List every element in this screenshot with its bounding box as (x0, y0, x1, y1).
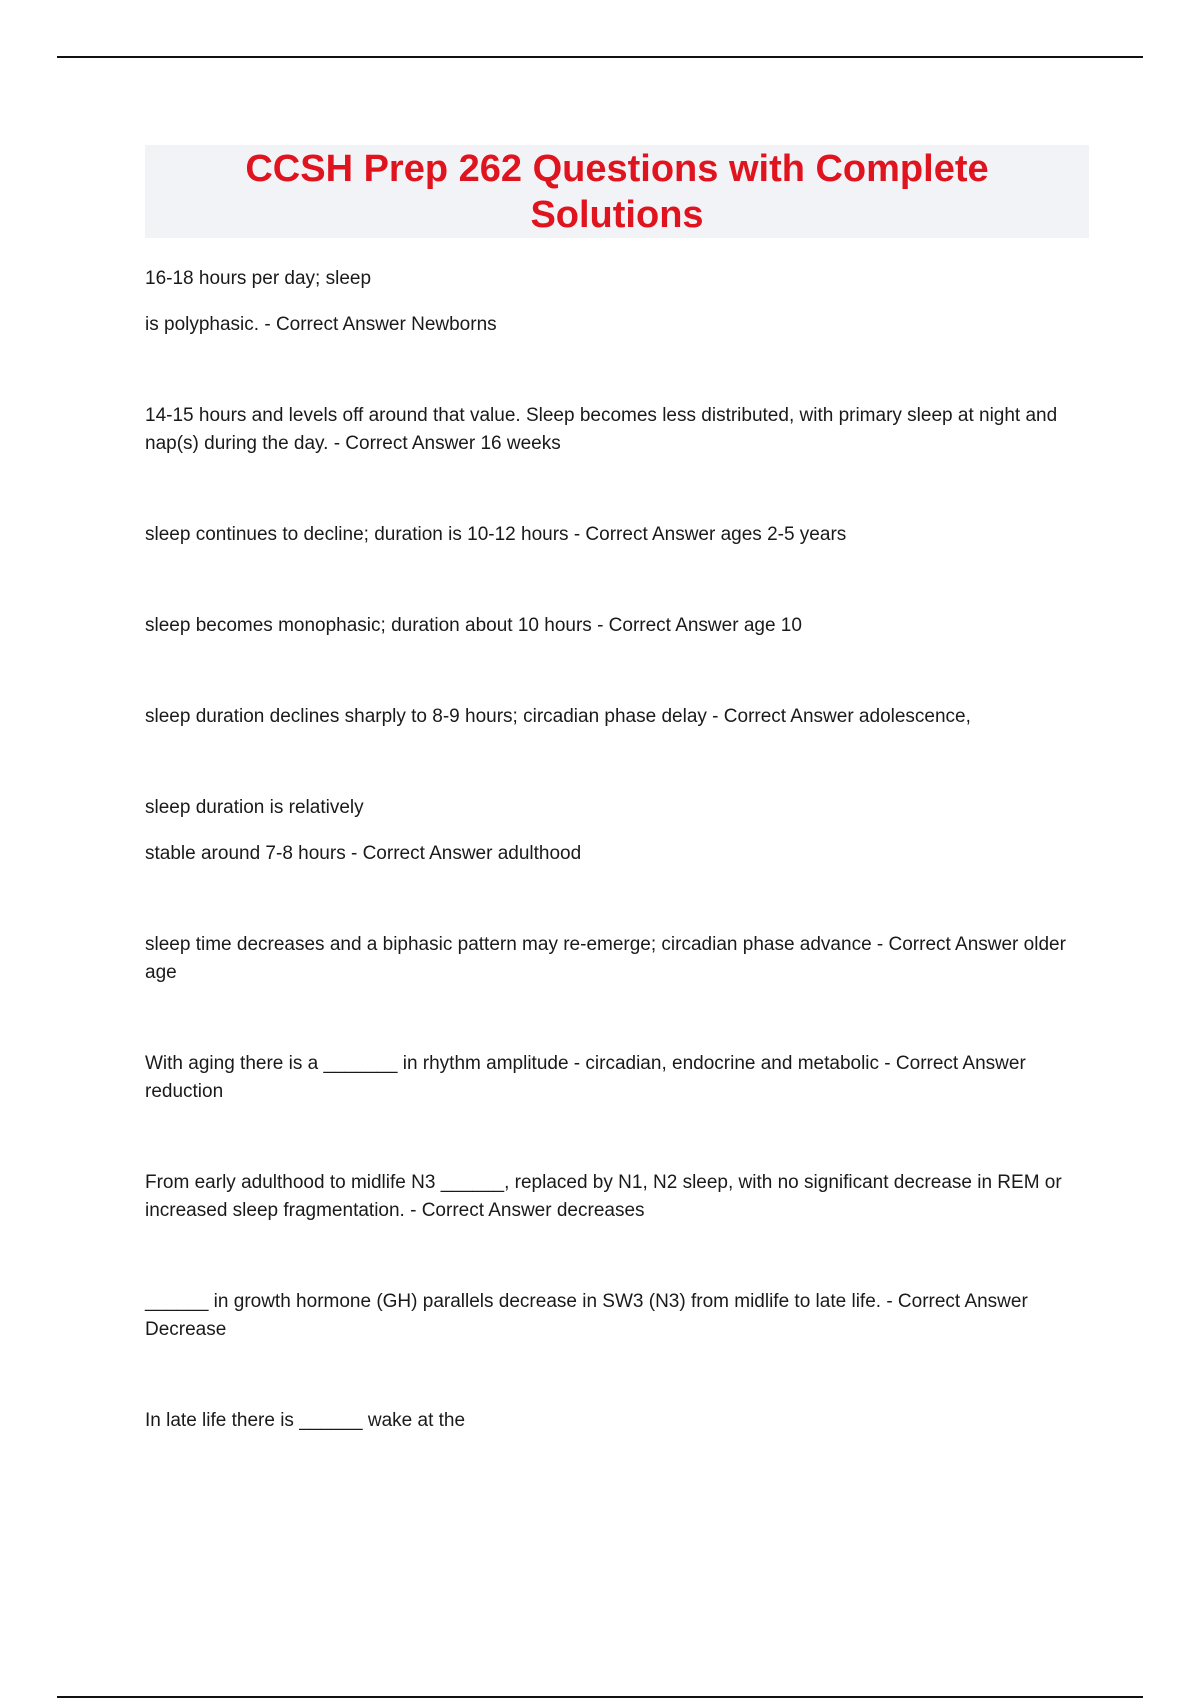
qa-item: ______ in growth hormone (GH) parallels decrease in SW3 (N3) from midlife to late life. - Correct Answer Decrease (145, 1291, 1028, 1340)
qa-item (145, 265, 1090, 339)
qa-item (145, 794, 1090, 868)
qa-item: sleep duration declines sharply to 8-9 hours; circadian phase delay - Correct Answer adolescence, (145, 706, 971, 727)
qa-item: sleep continues to decline; duration is 10-12 hours - Correct Answer ages 2-5 years (145, 524, 847, 545)
header-rule (57, 56, 1143, 58)
qa-item: From early adulthood to midlife N3 ______, replaced by N1, N2 sleep, with no significant decrease in REM or increased sleep fragmentation. - Correct Answer decreases (145, 1172, 1062, 1221)
footer-rule (57, 1696, 1143, 1698)
title-banner (145, 145, 1089, 238)
question-text: 16-18 hours per day; sleep (145, 268, 372, 289)
qa-item: sleep time decreases and a biphasic pattern may re-emerge; circadian phase advance - Correct Answer older age (145, 934, 1066, 983)
question-text: sleep duration is relatively (145, 797, 364, 818)
qa-item: sleep becomes monophasic; duration about 10 hours - Correct Answer age 10 (145, 615, 802, 636)
qa-item: 14-15 hours and levels off around that value. Sleep becomes less distributed, with primary sleep at night and nap(s) during the day. - Correct Answer 16 weeks (145, 405, 1058, 454)
answer-text: stable around 7-8 hours - Correct Answer adulthood (145, 843, 582, 864)
qa-item: With aging there is a _______ in rhythm amplitude - circadian, endocrine and metabolic - Correct Answer reduction (145, 1053, 1026, 1102)
qa-list (145, 265, 1090, 1435)
answer-text: is polyphasic. - Correct Answer Newborns (145, 314, 497, 335)
qa-item: In late life there is ______ wake at the (145, 1410, 466, 1431)
document-title: CCSH Prep 262 Questions with Complete Solutions (245, 147, 989, 236)
